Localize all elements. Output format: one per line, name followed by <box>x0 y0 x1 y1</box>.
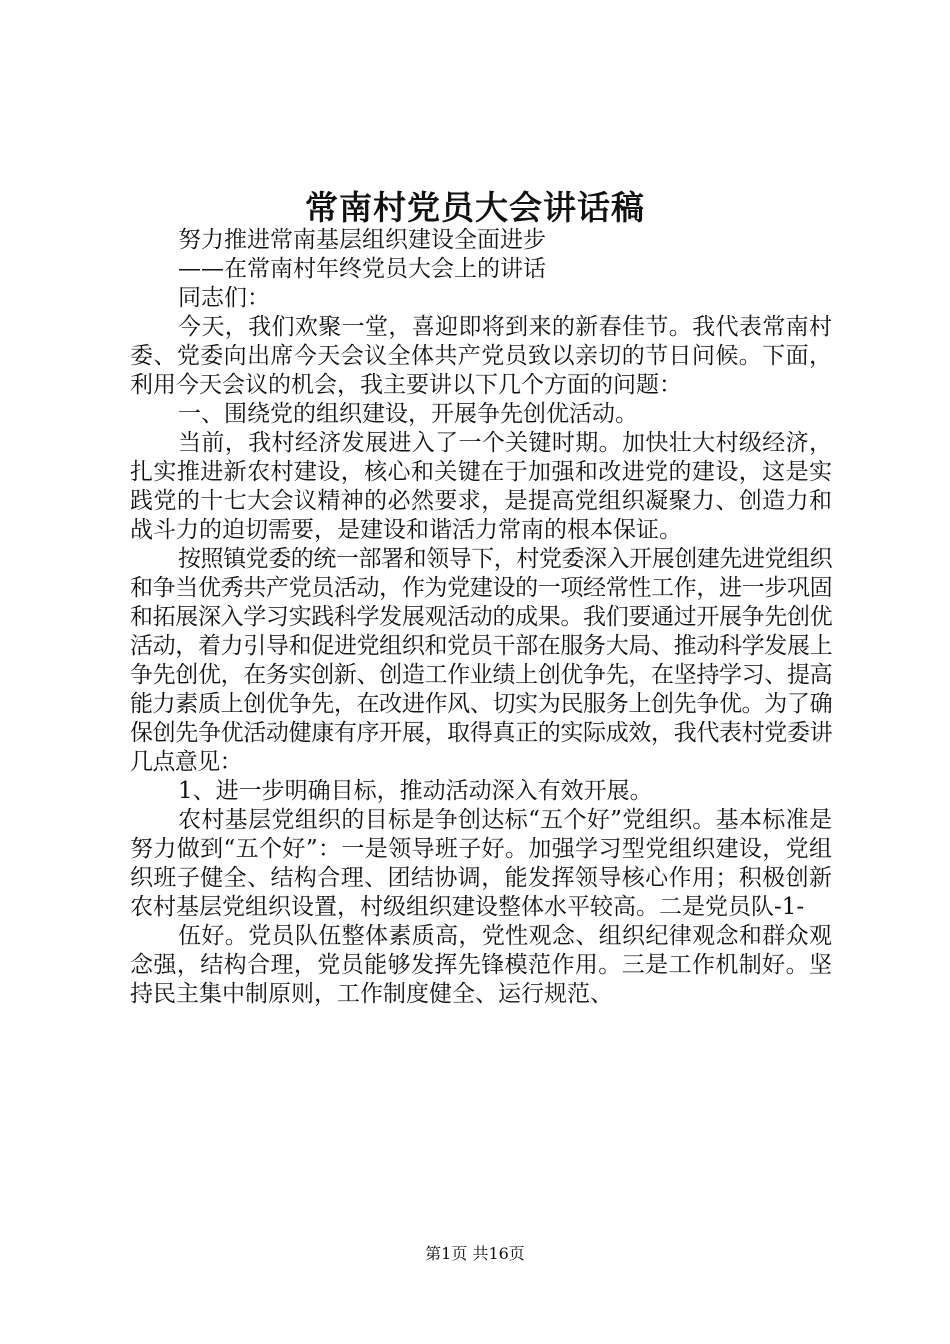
body-paragraph: 今天，我们欢聚一堂，喜迎即将到来的新春佳节。我代表常南村委、党委向出席今天会议全体共产党员致以亲切的节日问候。下面，利用今天会议的机会，我主要讲以下几个方面的问题： <box>130 314 832 398</box>
body-paragraph: 按照镇党委的统一部署和领导下，村党委深入开展创建先进党组织和争当优秀共产党员活动，作为党建设的一项经常性工作，进一步巩固和拓展深入学习实践科学发展观活动的成果。我们要通过开展争先创优活动，着力引导和促进党组织和党员干部在服务大局、推动科学发展上争先创优，在务实创新、创造工作业绩上创优争先，在坚持学习、提高能力素质上创优争先，在改进作风、切实为民服务上创先争优。为了确保创先争优活动健康有序开展，取得真正的实际成效，我代表村党委讲几点意见： <box>130 546 832 775</box>
speech-subheading: ——在常南村年终党员大会上的讲话 <box>178 256 546 282</box>
body-paragraph: 农村基层党组织的目标是争创达标“五个好”党组织。基本标准是努力做到“五个好”：一是领导班子好。加强学习型党组织建设，党组织班子健全、结构合理、团结协调，能发挥领导核心作用；积极创新农村基层党组织设置，村级组织建设整体水平较高。二是党员队-1- <box>130 807 832 920</box>
subsection-heading: 1、进一步明确目标，推动活动深入有效开展。 <box>178 778 653 804</box>
salutation: 同志们： <box>178 285 270 311</box>
body-paragraph: 伍好。党员队伍整体素质高，党性观念、组织纪律观念和群众观念强，结构合理，党员能够发挥先锋模范作用。三是工作机制好。坚持民主集中制原则，工作制度健全、运行规范、 <box>130 923 832 1007</box>
speech-heading: 努力推进常南基层组织建设全面进步 <box>178 227 546 253</box>
page-number: 第1页 共16页 <box>425 1244 525 1263</box>
section-heading: 一、围绕党的组织建设，开展争先创优活动。 <box>178 401 638 427</box>
document-title: 常南村党员大会讲话稿 <box>305 188 645 227</box>
document-body <box>130 226 832 1009</box>
body-paragraph: 当前，我村经济发展进入了一个关键时期。加快壮大村级经济，扎实推进新农村建设，核心和关键在于加强和改进党的建设，这是实践党的十七大会议精神的必然要求，是提高党组织凝聚力、创造力和战斗力的迫切需要，是建设和谐活力常南的根本保证。 <box>130 430 832 543</box>
